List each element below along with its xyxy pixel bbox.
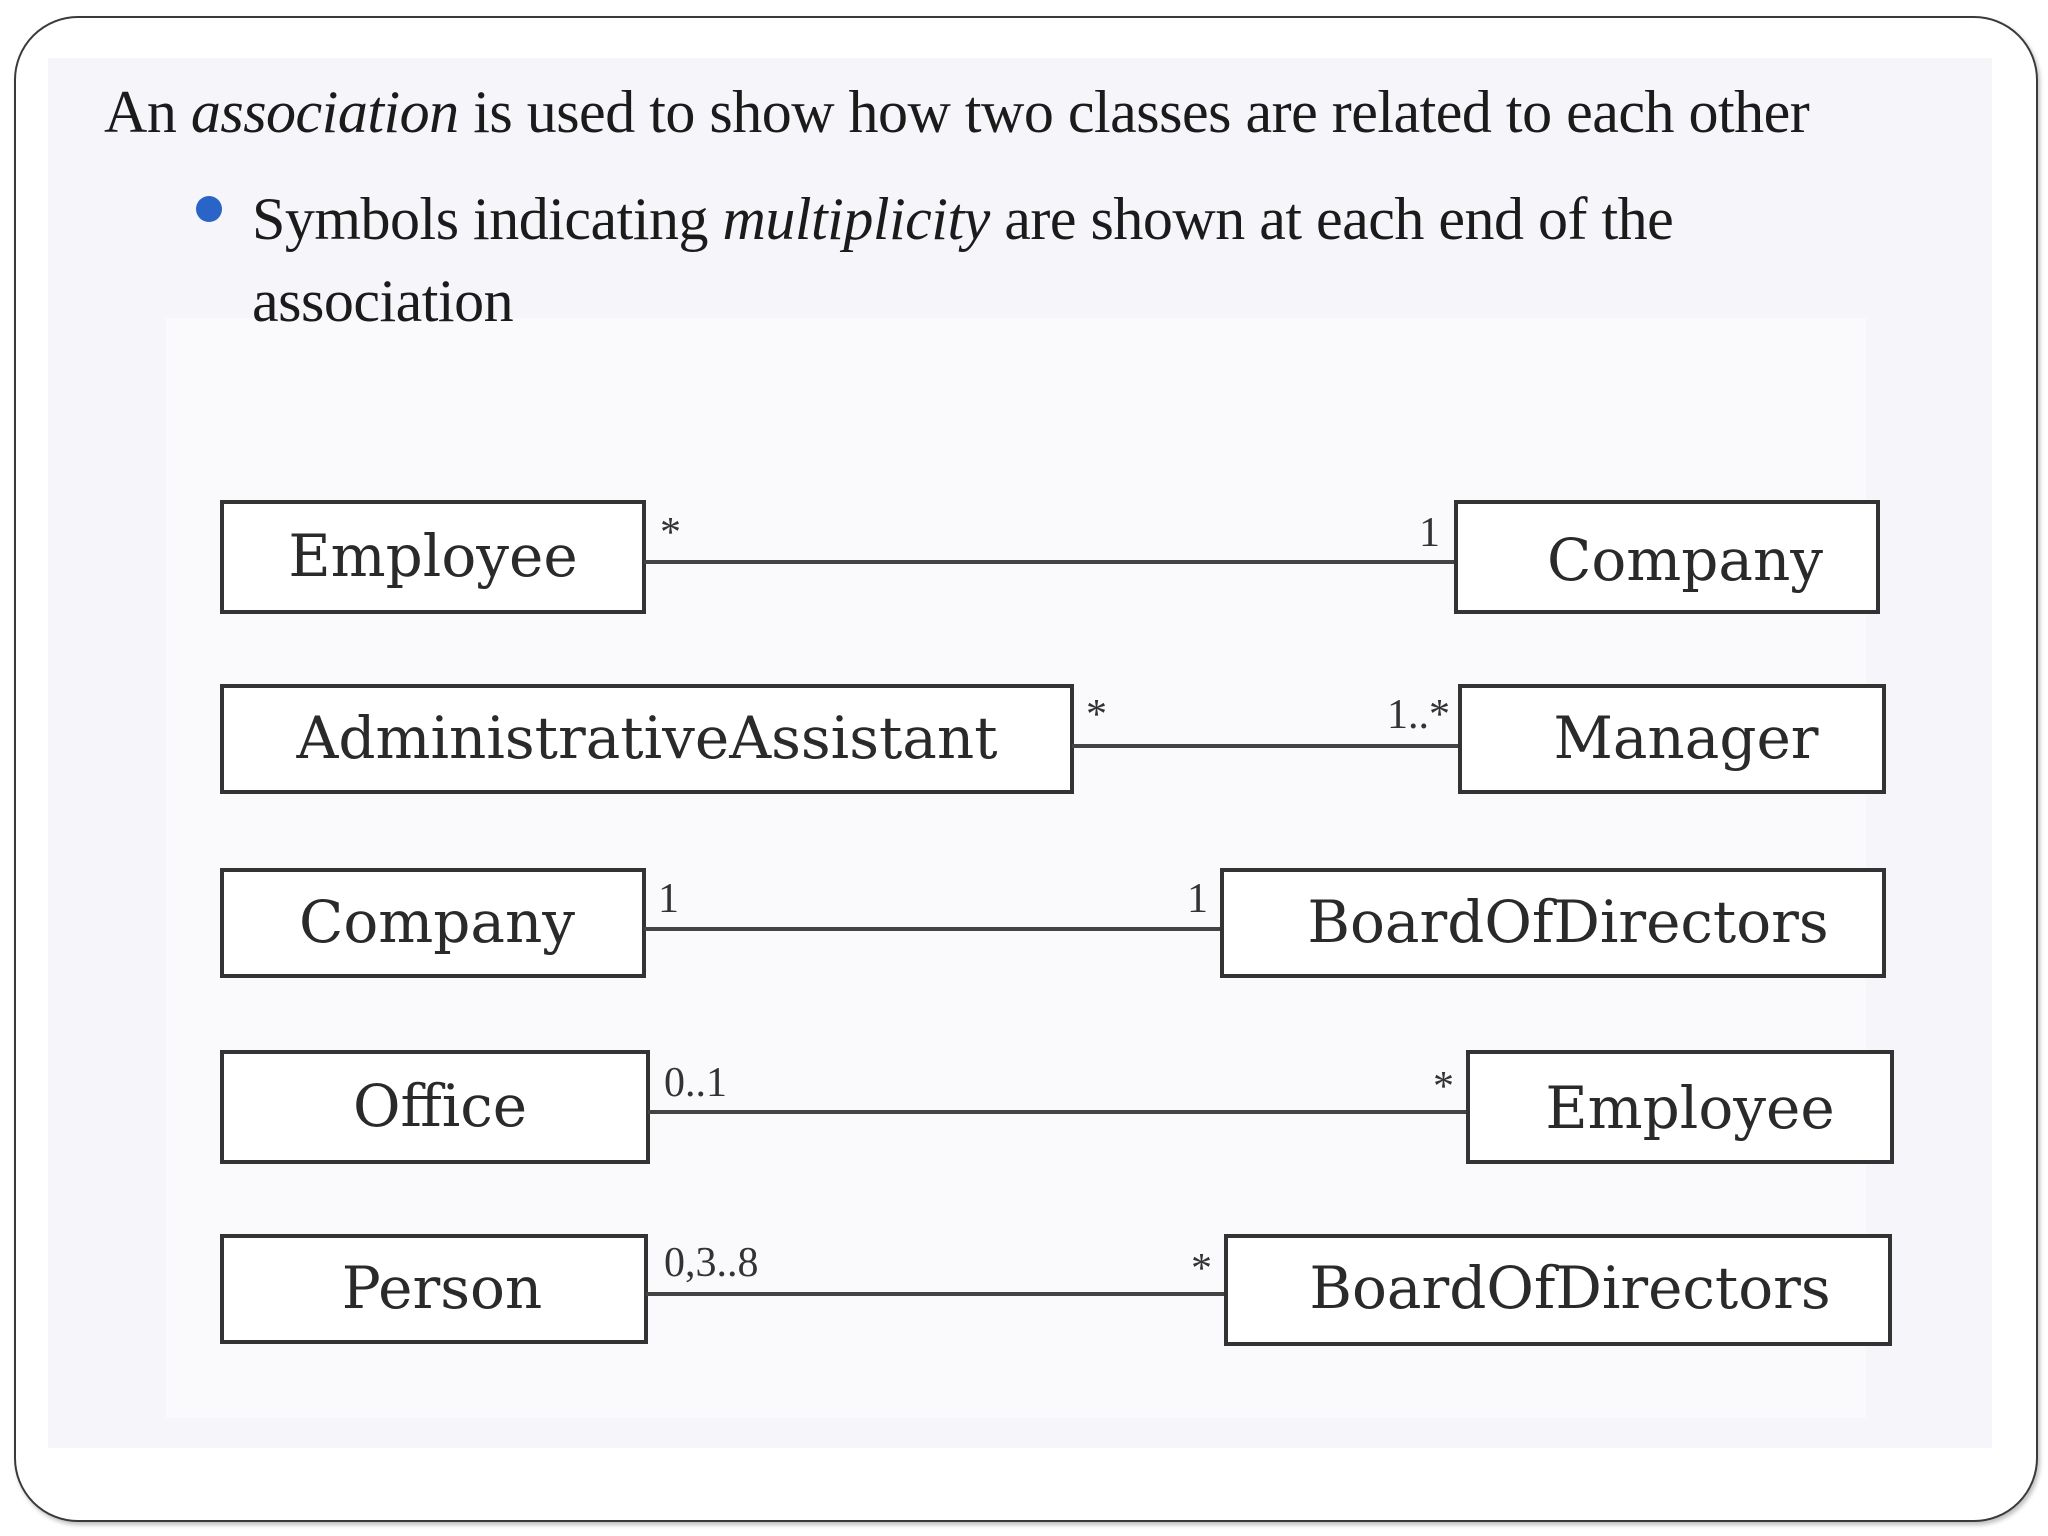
class-name: Manager <box>1553 704 1819 772</box>
class-box-employee <box>222 502 644 612</box>
multiplicity-left: 0..1 <box>664 1060 727 1106</box>
association-row-2 <box>222 686 1884 792</box>
association-row-3 <box>222 870 1884 976</box>
class-name: Company <box>1546 526 1824 594</box>
heading-text-end: is used to show how two classes are related to each other <box>458 79 1810 145</box>
heading-term: association <box>190 79 459 145</box>
bullet-text-end: are shown at each end of the association <box>252 186 1674 334</box>
class-name: AdministrativeAssistant <box>296 704 998 772</box>
association-row-5 <box>222 1236 1890 1344</box>
class-box-board-of-directors <box>1226 1236 1890 1344</box>
multiplicity-left: 1 <box>658 876 679 922</box>
class-box-person <box>222 1236 646 1342</box>
class-name: Employee <box>1545 1074 1835 1142</box>
multiplicity-left: 0,3..8 <box>664 1240 759 1286</box>
class-name: Office <box>352 1072 528 1140</box>
multiplicity-right: 1 <box>1187 876 1208 922</box>
class-name: Person <box>341 1254 543 1322</box>
multiplicity-right: 1..* <box>1387 692 1450 738</box>
class-box-company <box>222 870 644 976</box>
multiplicity-left: * <box>660 510 681 556</box>
class-name: Company <box>298 888 576 956</box>
multiplicity-right: * <box>1433 1064 1454 1110</box>
association-row-4 <box>222 1052 1892 1162</box>
class-box-manager <box>1460 686 1884 792</box>
class-box-board-of-directors <box>1222 870 1884 976</box>
bullet-term: multiplicity <box>722 186 990 252</box>
bullet-text-start: Symbols indicating <box>252 186 723 252</box>
class-box-company <box>1456 502 1878 612</box>
class-name: BoardOfDirectors <box>1309 1254 1831 1322</box>
association-row-1 <box>222 502 1878 612</box>
class-box-employee <box>1468 1052 1892 1162</box>
multiplicity-right: * <box>1191 1246 1212 1292</box>
heading-text-start: An <box>104 79 191 145</box>
class-box-administrative-assistant <box>222 686 1072 792</box>
class-name: BoardOfDirectors <box>1307 888 1829 956</box>
class-name: Employee <box>288 522 578 590</box>
multiplicity-left: * <box>1086 692 1107 738</box>
multiplicity-right: 1 <box>1419 510 1440 556</box>
class-box-office <box>222 1052 648 1162</box>
